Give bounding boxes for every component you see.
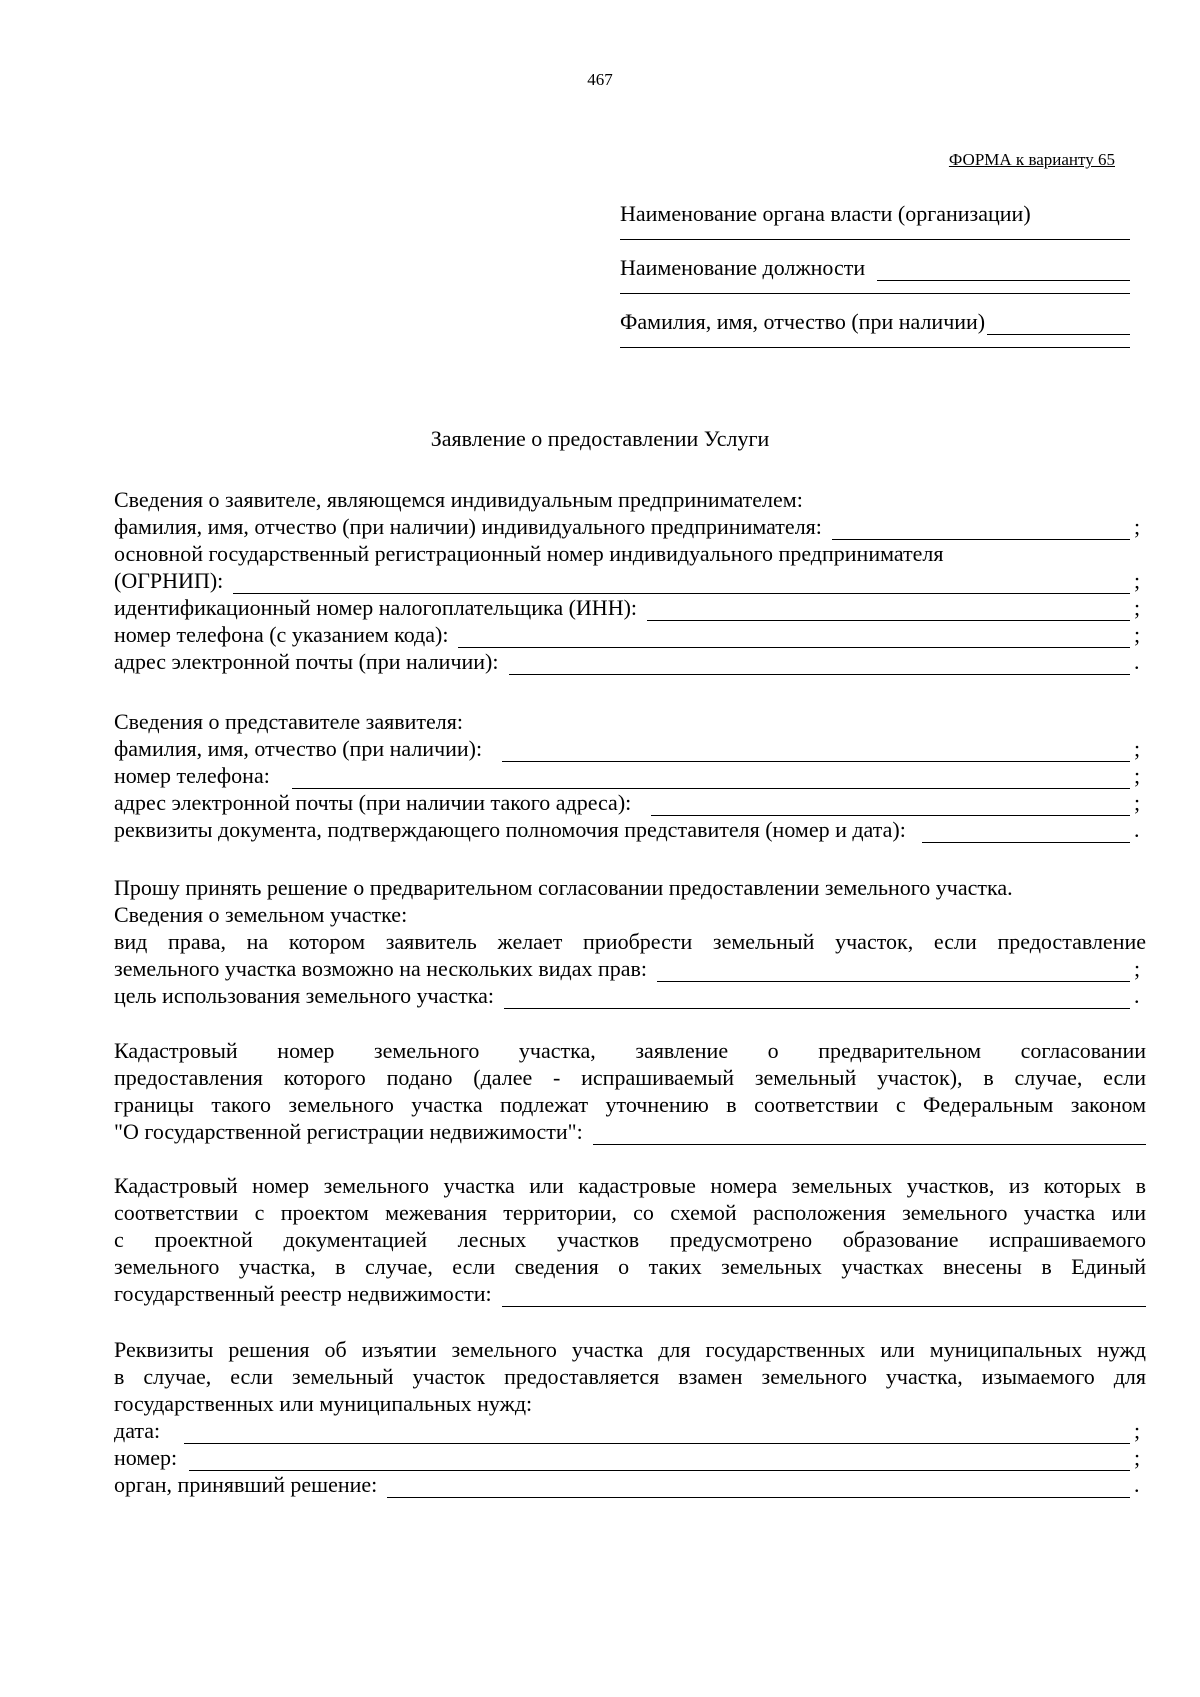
- cadastral-requested-line-2: предоставления которого подано (далее - испрашиваемый земельный участок), в случае, если: [114, 1065, 1146, 1090]
- right-type-label-1: вид права, на котором заявитель желает приобрести земельный участок, если предоставление: [114, 929, 1146, 954]
- cadastral-requested-label: "О государственной регистрации недвижимости":: [114, 1119, 583, 1144]
- withdrawal-date-label: дата:: [114, 1418, 161, 1443]
- cadastral-source-line-3: с проектной документацией лесных участков предусмотрено образование испрашиваемого: [114, 1227, 1146, 1252]
- applicant-phone-field[interactable]: [458, 627, 1130, 648]
- cadastral-requested-row: [114, 1118, 1146, 1145]
- withdrawal-line-2: в случае, если земельный участок предоставляется взамен земельного участка, изымаемого для: [114, 1364, 1146, 1389]
- representative-document-row: реквизиты документа, подтверждающего полномочия представителя (номер и дата): .: [114, 817, 1140, 842]
- withdrawal-number-row: номер: ;: [114, 1445, 1141, 1470]
- cadastral-source-label: государственный реестр недвижимости:: [114, 1281, 492, 1306]
- applicant-email-row: адрес электронной почты (при наличии): .: [114, 649, 1140, 674]
- applicant-ogrnip-label: (ОГРНИП):: [114, 568, 224, 593]
- addressee-organ-label: Наименование органа власти (организации): [620, 201, 1031, 226]
- cadastral-requested-line-3: границы такого земельного участка подлежат уточнению в соответствии с Федеральным законом: [114, 1092, 1146, 1117]
- applicant-fio-row: фамилия, имя, отчество (при наличии) индивидуального предпринимателя: ;: [114, 514, 1141, 539]
- representative-email-row: адрес электронной почты (при наличии такого адреса): ;: [114, 790, 1141, 815]
- addressee-position-row: [620, 254, 1130, 281]
- addressee-organ-field[interactable]: [620, 238, 1130, 240]
- purpose-row: цель использования земельного участка: .: [114, 983, 1140, 1008]
- addressee-block: [620, 200, 1130, 362]
- applicant-inn-label: идентификационный номер налогоплательщика (ИНН):: [114, 595, 638, 620]
- withdrawal-number-label: номер:: [114, 1445, 178, 1470]
- request-section: [114, 874, 1146, 1009]
- applicant-inn-row: идентификационный номер налогоплательщика (ИНН): ;: [114, 595, 1141, 620]
- representative-phone-field[interactable]: [292, 768, 1130, 789]
- document-title: Заявление о предоставлении Услуги: [430, 426, 770, 451]
- applicant-email-field[interactable]: [509, 654, 1131, 675]
- cadastral-source-line-4: земельного участка, в случае, если сведения о таких земельных участках внесены в Единый: [114, 1254, 1146, 1279]
- request-statement: Прошу принять решение о предварительном согласовании предоставлении земельного участка.: [114, 875, 1013, 900]
- applicant-heading: Сведения о заявителе, являющемся индивидуальным предпринимателем:: [114, 487, 803, 512]
- withdrawal-date-field[interactable]: [184, 1423, 1130, 1444]
- applicant-ogrnip-field[interactable]: [233, 573, 1130, 594]
- applicant-email-label: адрес электронной почты (при наличии):: [114, 649, 499, 674]
- cadastral-source-row: [114, 1280, 1146, 1307]
- applicant-phone-label: номер телефона (с указанием кода):: [114, 622, 449, 647]
- withdrawal-organ-row: орган, принявший решение: .: [114, 1472, 1140, 1497]
- withdrawal-number-field[interactable]: [189, 1450, 1130, 1471]
- right-type-row: земельного участка возможно на нескольких видах прав: ;: [114, 956, 1141, 981]
- withdrawal-line-1: Реквизиты решения об изъятии земельного участка для государственных или муниципальных нужд: [114, 1337, 1146, 1362]
- applicant-ogrnip-row: (ОГРНИП): ;: [114, 568, 1141, 593]
- representative-fio-row: фамилия, имя, отчество (при наличии): ;: [114, 736, 1141, 761]
- cadastral-requested-section: [114, 1037, 1146, 1145]
- right-type-field[interactable]: [657, 961, 1130, 982]
- cadastral-source-field[interactable]: [502, 1286, 1146, 1307]
- withdrawal-organ-field[interactable]: [387, 1477, 1130, 1498]
- parcel-heading: Сведения о земельном участке:: [114, 902, 408, 927]
- applicant-fio-label: фамилия, имя, отчество (при наличии) индивидуального предпринимателя:: [114, 514, 822, 539]
- representative-email-field[interactable]: [651, 795, 1130, 816]
- applicant-ogrnip-label-1: основной государственный регистрационный номер индивидуального предпринимателя: [114, 541, 944, 566]
- withdrawal-organ-label: орган, принявший решение:: [114, 1472, 378, 1497]
- page-number: 467: [587, 70, 613, 89]
- cadastral-source-section: [114, 1172, 1146, 1307]
- withdrawal-line-3: государственных или муниципальных нужд:: [114, 1391, 533, 1416]
- addressee-fio-field[interactable]: [987, 314, 1130, 335]
- purpose-label: цель использования земельного участка:: [114, 983, 495, 1008]
- addressee-fio-field-2[interactable]: [620, 346, 1130, 348]
- applicant-inn-field[interactable]: [647, 600, 1130, 621]
- addressee-position-field[interactable]: [877, 260, 1130, 281]
- representative-section: [114, 708, 1146, 843]
- purpose-field[interactable]: [504, 988, 1130, 1009]
- withdrawal-section: [114, 1336, 1146, 1498]
- addressee-fio-row: [620, 308, 1130, 335]
- representative-heading: Сведения о представителе заявителя:: [114, 709, 463, 734]
- withdrawal-date-row: дата: ;: [114, 1418, 1141, 1443]
- addressee-position-field-2[interactable]: [620, 292, 1130, 294]
- cadastral-requested-line-1: Кадастровый номер земельного участка, заявление о предварительном согласовании: [114, 1038, 1146, 1063]
- representative-fio-label: фамилия, имя, отчество (при наличии):: [114, 736, 483, 761]
- representative-phone-row: номер телефона: ;: [114, 763, 1141, 788]
- addressee-position-label: Наименование должности: [620, 255, 866, 280]
- applicant-fio-field[interactable]: [832, 519, 1130, 540]
- addressee-organ-row: [620, 200, 1130, 227]
- applicant-phone-row: номер телефона (с указанием кода): ;: [114, 622, 1141, 647]
- right-type-label: земельного участка возможно на нескольких видах прав:: [114, 956, 647, 981]
- representative-fio-field[interactable]: [502, 741, 1130, 762]
- cadastral-source-line-1: Кадастровый номер земельного участка или кадастровые номера земельных участков, из которых в: [114, 1173, 1146, 1198]
- representative-document-field[interactable]: [922, 822, 1130, 843]
- form-reference: ФОРМА к варианту 65: [948, 150, 1115, 169]
- representative-phone-label: номер телефона:: [114, 763, 270, 788]
- representative-document-label: реквизиты документа, подтверждающего полномочия представителя (номер и дата):: [114, 817, 906, 842]
- applicant-section: [114, 486, 1146, 675]
- cadastral-source-line-2: соответствии с проектом межевания территории, со схемой расположения земельного участка или: [114, 1200, 1146, 1225]
- addressee-fio-label: Фамилия, имя, отчество (при наличии): [620, 309, 986, 334]
- representative-email-label: адрес электронной почты (при наличии такого адреса):: [114, 790, 632, 815]
- cadastral-requested-field[interactable]: [593, 1124, 1146, 1145]
